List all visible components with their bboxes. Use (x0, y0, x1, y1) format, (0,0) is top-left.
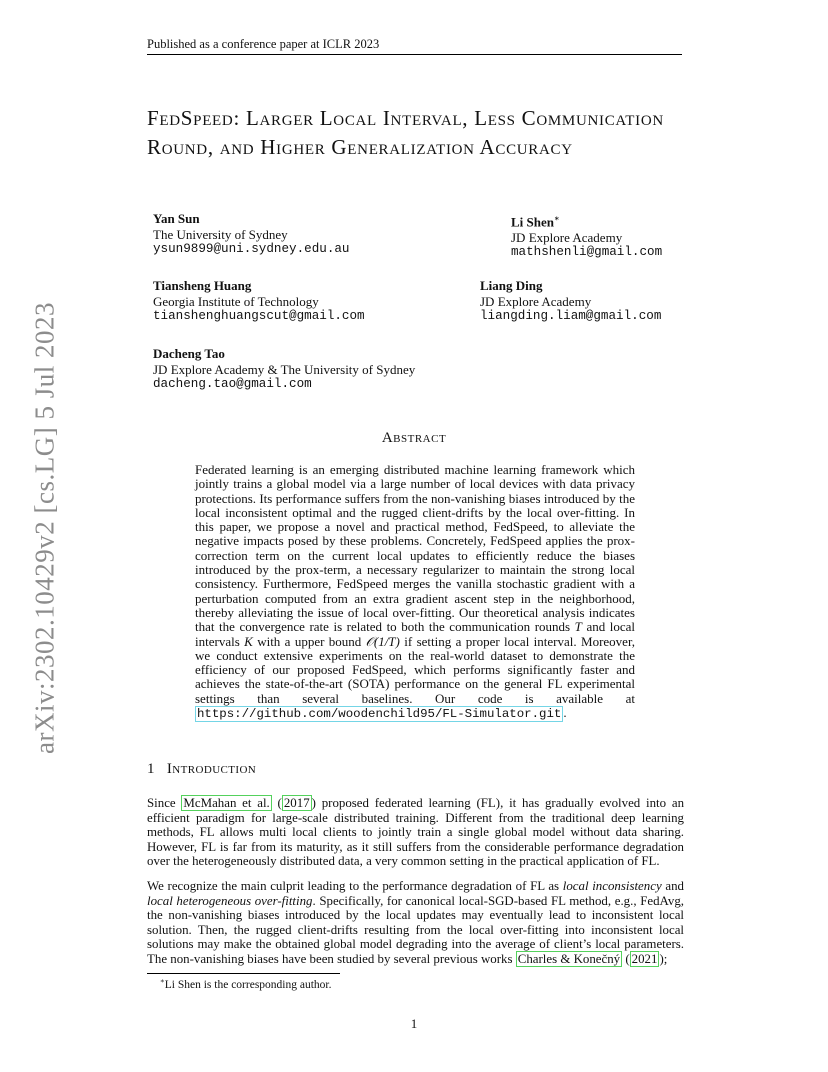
code-link[interactable]: https://github.com/woodenchild95/FL-Simulator.git (197, 707, 562, 722)
author-email: mathshenli@gmail.com (511, 245, 663, 260)
author-name: Li Shen∗ (511, 214, 560, 230)
paper-title: FedSpeed: Larger Local Interval, Less Communication Round, and Higher Generalization Accuracy (147, 106, 664, 159)
footnote: ∗Li Shen is the corresponding author. (160, 977, 332, 991)
author-block (153, 278, 365, 325)
citation-year-link[interactable]: 2021 (631, 951, 658, 966)
author-email: tianshenghuangscut@gmail.com (153, 309, 365, 323)
citation-link-charles[interactable]: Charles & Konečný (517, 951, 621, 966)
author-affiliation: The University of Sydney (153, 226, 288, 242)
section-heading-introduction (147, 761, 256, 778)
author-name: Liang Ding (480, 278, 543, 293)
running-header: Published as a conference paper at ICLR 2023 (147, 37, 380, 51)
author-email: liangding.liam@gmail.com (480, 309, 662, 323)
author-block (153, 346, 415, 393)
math-k: K (244, 633, 253, 649)
author-name: Yan Sun (153, 211, 200, 226)
citation-link-mcmahan[interactable]: McMahan et al. (183, 796, 270, 810)
footnote-rule (147, 973, 340, 974)
section-title: Introduction (166, 761, 257, 777)
footnote-mark: ∗ (554, 214, 560, 223)
author-email: dacheng.tao@gmail.com (153, 377, 312, 391)
author-affiliation: JD Explore Academy (480, 293, 592, 309)
footnote-mark: ∗ (160, 977, 165, 985)
author-name: Dacheng Tao (153, 346, 225, 361)
arxiv-stamp (30, 300, 60, 755)
citation-year-link[interactable]: 2017 (283, 796, 310, 810)
arxiv-id-text: arXiv:2302.10429v2 [cs.LG] 5 Jul 2023 (29, 301, 60, 754)
intro-paragraph-2: We recognize the main culprit leading to the performance degradation of FL as local inconsistency and local heterogeneous over-fitting. Specifically, for canonical local-SGD-based FL method, e.g., FedAvg, the non-vanishing biases introduced by the local updates may eventually lead to inconsistent local solution. Then, the rugged client-drifts resulting from the local over-fitting into inconsistent local solutions may make the obtained global model degrading into the average of client’s local parameters. The non-vanishing biases have been studied by several previous works Charles & Konečný ( 2021 ); (147, 879, 685, 966)
math-t: T (574, 619, 582, 635)
author-affiliation: JD Explore Academy & The University of Sydney (153, 361, 416, 377)
author-affiliation: JD Explore Academy (511, 229, 623, 245)
author-email: ysun9899@uni.sydney.edu.au (153, 242, 350, 256)
author-block (153, 211, 350, 258)
author-block (480, 278, 661, 325)
author-name: Tiansheng Huang (153, 278, 252, 293)
intro-paragraph-1: Since McMahan et al. ( 2017 ) proposed federated learning (FL), it has gradually evolved into an efficient paradigm for large-scale distributed training. Different from the traditional deep learning methods, FL allows multi local clients to jointly train a single global model without data sharing. However, FL is far from its maturity, as it still suffers from the considerable performance degradation over the heterogeneously distributed data, a very common setting in the practical application of FL. (147, 796, 685, 869)
page-number: 1 (410, 1016, 418, 1031)
section-number: 1 (147, 761, 155, 777)
abstract-heading: Abstract (381, 430, 447, 446)
math-bound: 𝒪(1/T) (365, 633, 400, 649)
author-affiliation: Georgia Institute of Technology (153, 293, 319, 309)
author-block (511, 211, 662, 261)
header-rule (147, 54, 682, 55)
abstract-body: Federated learning is an emerging distributed machine learning framework which jointly trains a global model via a large number of local devices with data privacy protections. Its performance suffers from the non-vanishing biases introduced by the local inconsistent optimal and the rugged client-drifts by the local over-fitting. In this paper, we propose a novel and practical method, FedSpeed, to alleviate the negative impacts posed by these problems. Concretely, FedSpeed applies the prox-correction term on the current local updates to efficiently reduce the biases introduced by the prox-term, a necessary regularizer to maintain the strong local consistency. Furthermore, FedSpeed merges the vanilla stochastic gradient with a perturbation computed from an extra gradient ascent step in the neighborhood, thereby alleviating the issue of local over-fitting. Our theoretical analysis indicates that the convergence rate is related to both the communication rounds T and local intervals K with a upper bound 𝒪(1/T) if setting a proper local interval. Moreover, we conduct extensive experiments on the real-world dataset to demonstrate the efficiency of our proposed FedSpeed, which performs significantly faster and achieves the state-of-the-art (SOTA) performance on the general FL experimental settings than several baselines. Our code is available at https://github.com/woodenchild95/FL-Simulator.git . (195, 462, 636, 722)
